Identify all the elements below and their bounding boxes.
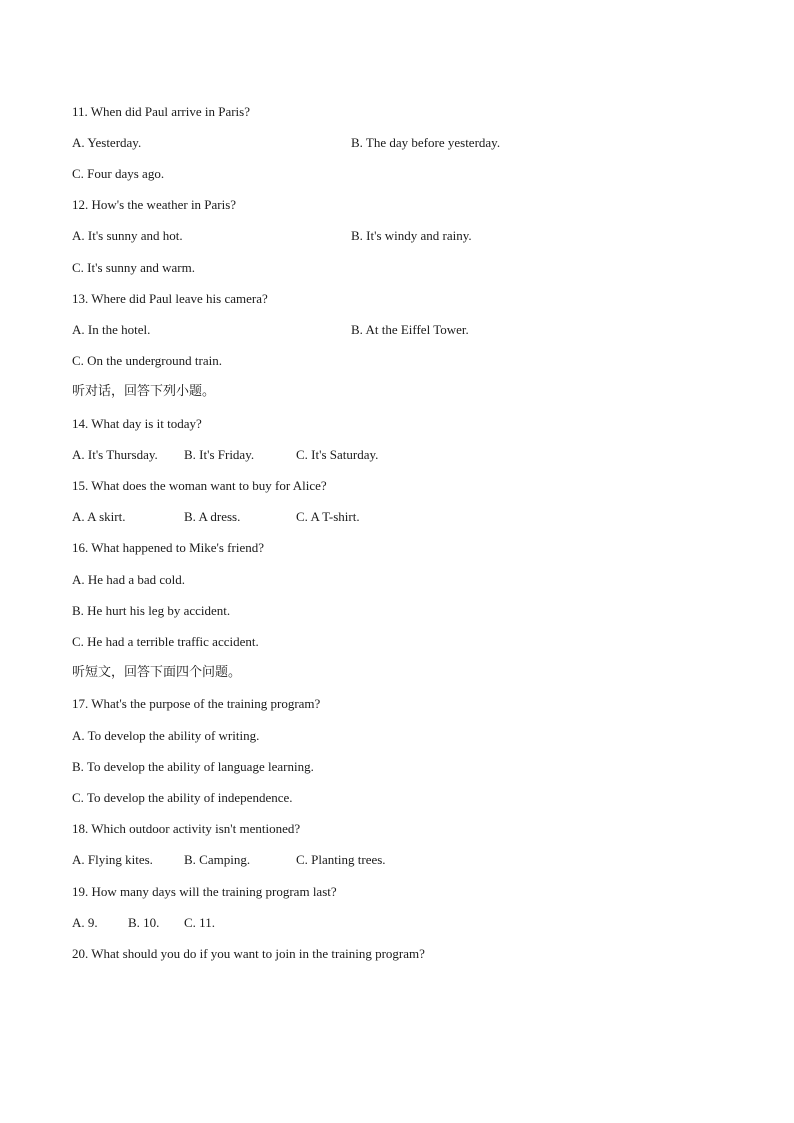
- q13-option-b: B. At the Eiffel Tower.: [351, 322, 469, 337]
- q18-option-b: B. Camping.: [184, 852, 251, 867]
- q18-option-c: C. Planting trees.: [296, 852, 386, 867]
- q14-option-b: B. It's Friday.: [184, 447, 255, 462]
- q12-option-c: C. It's sunny and warm.: [72, 260, 195, 275]
- q16-option-b: B. He hurt his leg by accident.: [72, 603, 231, 618]
- q15-option-b: B. A dress.: [184, 509, 241, 524]
- q18-option-a: A. Flying kites.: [72, 852, 153, 867]
- q17-option-b: B. To develop the ability of language learning.: [72, 759, 314, 774]
- q12-option-a: A. It's sunny and hot.: [72, 228, 183, 243]
- question-19: 19. How many days will the training program last?: [72, 884, 337, 899]
- q15-option-a: A. A skirt.: [72, 509, 126, 524]
- question-14: 14. What day is it today?: [72, 416, 202, 431]
- dialogue-instruction: 听对话，回答下列小题。: [72, 384, 216, 399]
- q14-option-c: C. It's Saturday.: [296, 447, 379, 462]
- q16-option-c: C. He had a terrible traffic accident.: [72, 634, 259, 649]
- q11-option-b: B. The day before yesterday.: [351, 135, 501, 150]
- q13-option-c: C. On the underground train.: [72, 353, 222, 368]
- q17-option-a: A. To develop the ability of writing.: [72, 728, 260, 743]
- q17-option-c: C. To develop the ability of independence.: [72, 790, 293, 805]
- q19-option-a: A. 9.: [72, 915, 98, 930]
- question-17: 17. What's the purpose of the training program?: [72, 696, 321, 711]
- question-18: 18. Which outdoor activity isn't mentioned?: [72, 821, 301, 836]
- q19-option-b: B. 10.: [128, 915, 160, 930]
- q12-option-b: B. It's windy and rainy.: [351, 228, 472, 243]
- q16-option-a: A. He had a bad cold.: [72, 572, 185, 587]
- question-11: 11. When did Paul arrive in Paris?: [72, 104, 250, 119]
- q11-option-a: A. Yesterday.: [72, 135, 142, 150]
- q11-option-c: C. Four days ago.: [72, 166, 165, 181]
- q19-option-c: C. 11.: [184, 915, 215, 930]
- question-16: 16. What happened to Mike's friend?: [72, 540, 264, 555]
- q14-option-a: A. It's Thursday.: [72, 447, 158, 462]
- question-20: 20. What should you do if you want to join in the training program?: [72, 946, 425, 961]
- q15-option-c: C. A T-shirt.: [296, 509, 360, 524]
- question-15: 15. What does the woman want to buy for Alice?: [72, 478, 327, 493]
- passage-instruction: 听短文，回答下面四个问题。: [72, 665, 242, 680]
- q13-option-a: A. In the hotel.: [72, 322, 151, 337]
- question-12: 12. How's the weather in Paris?: [72, 197, 237, 212]
- question-13: 13. Where did Paul leave his camera?: [72, 291, 268, 306]
